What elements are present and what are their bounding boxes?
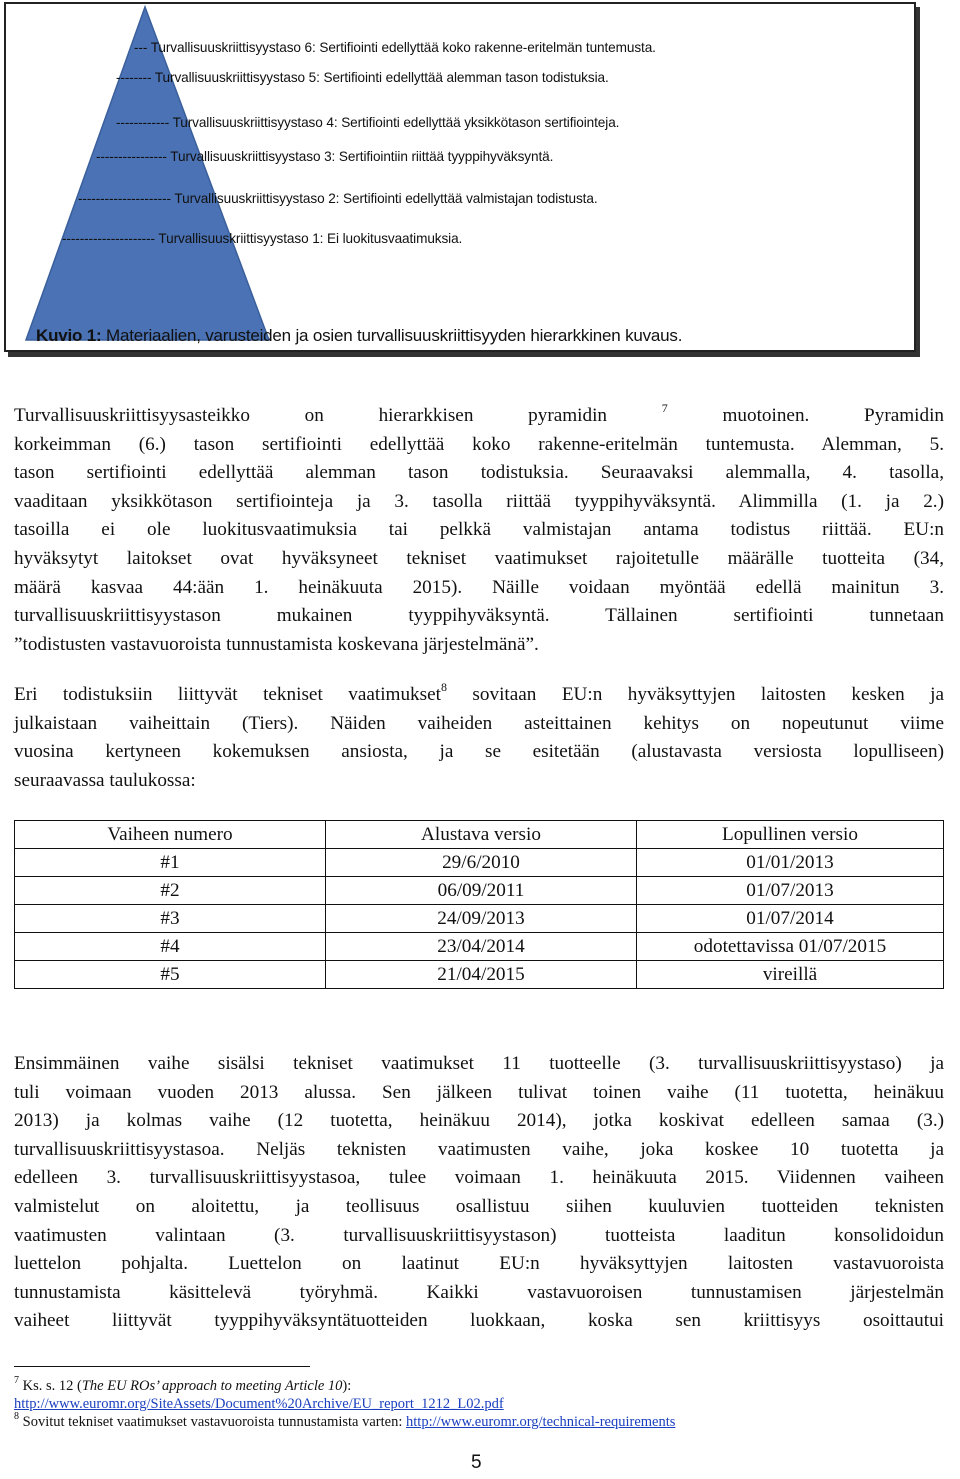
table-cell: 06/09/2011 [326,877,637,905]
pyramid-level-3: ---------------- Turvallisuuskriittisyystaso 3: Sertifiointiin riittää tyyppihyväksyntä. [96,149,554,164]
text-line: tuli voimaan vuoden 2013 alussa. Sen jälkeen tulivat toinen vaihe (11 tuotetta, heinäkuu [14,1081,944,1103]
text-line: Eri todistuksiin liittyvät tekniset vaatimukset$^8$ sovitaan EU:n hyväksyttyjen laitosten kesken ja [14,679,944,705]
table-row [15,877,944,905]
text-line: valmistelut on aloitettu, ja teollisuus osallistuu siihen kuuluvien tuotteiden teknisten [14,1195,944,1217]
footnote-ref-7[interactable]: 7 [661,400,668,415]
figure-box [4,2,916,352]
text-line: Turvallisuuskriittisyysasteikko on hierarkkisen pyramidin $^7$ muotoinen. Pyramidin [14,400,945,426]
phases-table [14,820,944,989]
table-cell: 21/04/2015 [326,961,637,989]
table-header-cell: Alustava versio [326,821,637,849]
table-row [15,905,944,933]
table-header-row [15,821,944,849]
text-line: tunnustamista käsittelevä työryhmä. Kaikki vastavuoroisen tunnustamisen järjestelmän [14,1281,944,1303]
caption-label: Kuvio 1: [36,326,102,345]
table-header-cell: Lopullinen versio [637,821,944,849]
text-line: luettelon pohjalta. Luettelon on laatinut EU:n hyväksyttyjen laitosten vastavuoroista [14,1253,944,1275]
pyramid-level-2: --------------------- Turvallisuuskriittisyystaso 2: Sertifiointi edellyttää valmistajan todistusta. [78,191,598,206]
footnote-7-link[interactable]: http://www.euromr.org/SiteAssets/Document%20Archive/EU_report_1212_L02.pdf [14,1396,504,1412]
text-line: 2013) ja kolmas vaihe (12 tuotetta, heinäkuu 2014), jotka koskivat edelleen samaa (3.) [14,1110,944,1132]
text-line: Ensimmäinen vaihe sisälsi tekniset vaatimukset 11 tuotteelle (3. turvallisuuskriittisyystaso) ja [14,1053,944,1074]
table-cell: 01/07/2013 [637,877,944,905]
figure-caption [36,326,682,346]
text-line: julkaistaan vaiheittain (Tiers). Näiden vaiheiden asteittainen kehitys on nopeutunut viime [14,712,944,734]
text-line: tasoilla ei ole luokitusvaatimuksia tai pelkkä valmistajan antama todistus riittää. EU:n [14,519,944,541]
pyramid-level-5: -------- Turvallisuuskriittisyystaso 5: Sertifiointi edellyttää alemman tason todistuksia. [116,70,609,85]
text-line: määrä kasvaa 44:ään 1. heinäkuuta 2015). Näille voidaan myöntää edellä mainitun 3. [14,576,944,598]
text-line: seuraavassa taulukossa: [14,769,196,791]
table-cell: 29/6/2010 [326,849,637,877]
table-cell: 24/09/2013 [326,905,637,933]
footnote-7-link-line [14,1396,504,1413]
table-cell: #4 [15,933,326,961]
text-line: korkeimman (6.) tason sertifiointi edellyttää koko rakenne-eritelmän tuntemusta. Alemman, 5. [14,433,944,455]
paragraph-technical-requirements [14,681,944,795]
table-cell: #3 [15,905,326,933]
table-cell: 01/01/2013 [637,849,944,877]
footnote-ref-8[interactable]: 8 [440,679,447,694]
text-line: turvallisuuskriittisyystason mukainen tyyppihyväksyntä. Tällainen sertifiointi tunnetaan [14,605,944,627]
caption-text: Materiaalien, varusteiden ja osien turvallisuuskriittisyyden hierarkkinen kuvaus. [106,326,683,345]
table-cell: #2 [15,877,326,905]
footnote-8-link[interactable]: http://www.euromr.org/technical-requirements [406,1414,676,1430]
table-cell: vireillä [637,961,944,989]
paragraph-phase-history [14,1050,944,1336]
pyramid-level-4: ------------ Turvallisuuskriittisyystaso 4: Sertifiointi edellyttää yksikkötason sertifiointeja. [116,115,620,130]
paragraph-pyramid-description [14,402,944,659]
text-line: vuosina kertyneen kokemuksen ansiosta, ja se esitetään (alustavasta versiosta lopulliseen) [14,741,944,763]
pyramid-level-1: --------------------- Turvallisuuskriittisyystaso 1: Ei luokitusvaatimuksia. [62,231,463,246]
table-row [15,933,944,961]
table-header-cell: Vaiheen numero [15,821,326,849]
footnote-7: $^7$ Ks. s. 12 (The EU ROs’ approach to meeting Article 10): [14,1375,352,1394]
table-row [15,849,944,877]
text-line: vaiheet liittyvät tyyppihyväksyntätuotteiden luokkaan, koska sen kriittisyys osoittautui [14,1310,944,1332]
pyramid-level-6: --- Turvallisuuskriittisyystaso 6: Sertifiointi edellyttää koko rakenne-eritelmän tuntemusta. [134,40,656,55]
text-line: edelleen 3. turvallisuuskriittisyystasoa, tulee voimaan 1. heinäkuuta 2015. Viidennen vaiheen [14,1167,944,1189]
text-line: turvallisuuskriittisyystasoa. Neljäs teknisten vaatimusten vaihe, joka koskee 10 tuotetta ja [14,1138,944,1160]
pyramid-shape [6,4,306,350]
text-line: ”todistusten vastavuoroista tunnustamista koskevana järjestelmänä”. [14,633,539,655]
page-number: 5 [471,1452,482,1473]
table-cell: odotettavissa 01/07/2015 [637,933,944,961]
text-line: vaaditaan yksikkötason sertifiointeja ja 3. tasolla riittää tyyppihyväksyntä. Alimmilla (1. ja 2.) [14,490,944,512]
text-line: hyväksytyt laitokset ovat hyväksyneet tekniset vaatimukset rajoitetulle määrälle tuotteita (34, [14,547,944,569]
table-cell: #5 [15,961,326,989]
text-line: vaatimusten valintaan (3. turvallisuuskriittisyystason) tuotteista laaditun konsolidoidun [14,1224,944,1246]
table-cell: 01/07/2014 [637,905,944,933]
table-cell: #1 [15,849,326,877]
table-row [15,961,944,989]
footnote-8: $^8$ Sovitut tekniset vaatimukset vastavuoroista tunnustamista varten: http://www.euromr.org/technical-requirements [14,1411,676,1430]
text-line: tason sertifiointi edellyttää alemman tason todistuksia. Seuraavaksi alemmalla, 4. tasolla, [14,462,944,484]
footnote-divider [14,1366,310,1367]
table-cell: 23/04/2014 [326,933,637,961]
